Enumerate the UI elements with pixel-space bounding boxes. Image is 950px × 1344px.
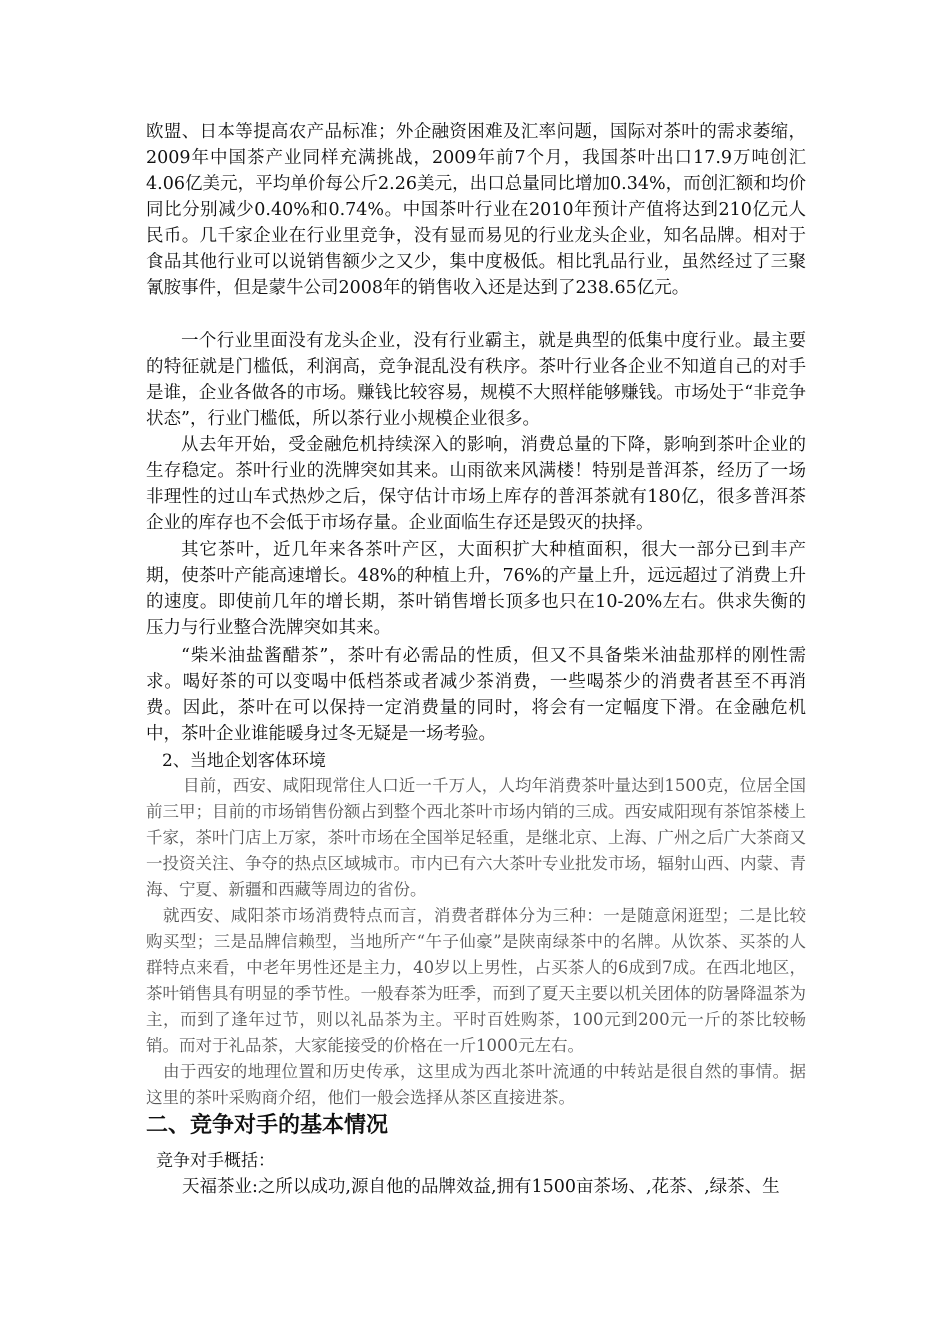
paragraph-xian-location: 由于西安的地理位置和历史传承，这里成为西北茶叶流通的中转站是很自然的事情。据这里的茶叶采购商介绍，他们一般会选择从茶区直接进茶。: [146, 1062, 806, 1107]
paragraph-consumer-groups: 就西安、咸阳茶市场消费特点而言，消费者群体分为三种：一是随意闲逛型；二是比较购买型；三是品牌信赖型，当地所产“午子仙豪”是陕南绿茶中的名牌。从饮茶、买茶的人群特点来看，中老年男性还是主力，40岁以上男性，占买茶人的6成到7成。在西北地区，茶叶销售具有明显的季节性。一般春茶为旺季，而到了夏天主要以机关团体的防暑降温茶为主，而到了逢年过节，则以礼品茶为主。平时百姓购茶，100元到200元一斤的茶比较畅销。而对于礼品茶，大家能接受的价格在一斤1000元左右。: [146, 906, 806, 1055]
section-heading-local-environment: 2、当地企划客体环境: [162, 751, 326, 771]
section-heading-competitors: 二、竞争对手的基本情况: [146, 1113, 389, 1138]
competitor-tianfu: 天福茶业:之所以成功,源自他的品牌效益,拥有1500亩茶场、,花茶、,绿茶、生: [182, 1177, 780, 1197]
paragraph-intro: 欧盟、日本等提高农产品标准；外企融资困难及汇率问题，国际对茶叶的需求萎缩，2009年中国茶产业同样充满挑战，2009年前7个月，我国茶叶出口17.9万吨创汇4.06亿美元，平均单价每公斤2.26美元，出口总量同比增加0.34%，而创汇额和均价同比分别减少0.40%和0.74%。中国茶叶行业在2010年预计产值将达到210亿元人民币。几千家企业在行业里竞争，没有显而易见的行业龙头企业，知名品牌。相对于食品其他行业可以说销售额少之又少，集中度极低。相比乳品行业，虽然经过了三聚氰胺事件，但是蒙牛公司2008年的销售收入还是达到了238.65亿元。: [146, 122, 806, 298]
paragraph-local-market: 目前，西安、咸阳现常住人口近一千万人，人均年消费茶叶量达到1500克，位居全国前三甲；目前的市场销售份额占到整个西北茶叶市场内销的三成。西安咸阳现有茶馆茶楼上千家，茶叶门店上万家，茶叶市场在全国举足轻重，是继北京、上海、广州之后广大茶商又一投资关注、争夺的热点区域城市。市内已有六大茶叶专业批发市场，辐射山西、内蒙、青海、宁夏、新疆和西藏等周边的省份。: [146, 776, 806, 899]
paragraph-other-tea: 其它茶叶，近几年来各茶叶产区，大面积扩大种植面积，很大一部分已到丰产期，使茶叶产能高速增长。48%的种植上升，76%的产量上升，远远超过了消费上升的速度。即使前几年的增长期，茶叶销售增长顶多也只在10-20%左右。供求失衡的压力与行业整合洗牌突如其来。: [146, 540, 806, 638]
paragraph-low-concentration: 一个行业里面没有龙头企业，没有行业霸主，就是典型的低集中度行业。最主要的特征就是门槛低，利润高，竞争混乱没有秩序。茶叶行业各企业不知道自己的对手是谁，企业各做各的市场。赚钱比较容易，规模不大照样能够赚钱。市场处于“非竞争状态”，行业门槛低，所以茶行业小规模企业很多。: [146, 331, 806, 429]
competitor-label: 竞争对手概括：: [156, 1151, 275, 1171]
paragraph-necessity: “柴米油盐酱醋茶”，茶叶有必需品的性质，但又不具备柴米油盐那样的刚性需求。喝好茶的可以变喝中低档茶或者减少茶消费，一些喝茶少的消费者甚至不再消费。因此，茶叶在可以保持一定消费量的同时，将会有一定幅度下滑。在金融危机中，茶叶企业谁能暖身过冬无疑是一场考验。: [146, 646, 806, 744]
paragraph-financial-crisis: 从去年开始，受金融危机持续深入的影响，消费总量的下降，影响到茶叶企业的生存稳定。茶叶行业的洗牌突如其来。山雨欲来风满楼！特别是普洱茶，经历了一场非理性的过山车式热炒之后，保守估计市场上库存的普洱茶就有180亿，很多普洱茶企业的库存也不会低于市场存量。企业面临生存还是毁灭的抉择。: [146, 435, 806, 533]
